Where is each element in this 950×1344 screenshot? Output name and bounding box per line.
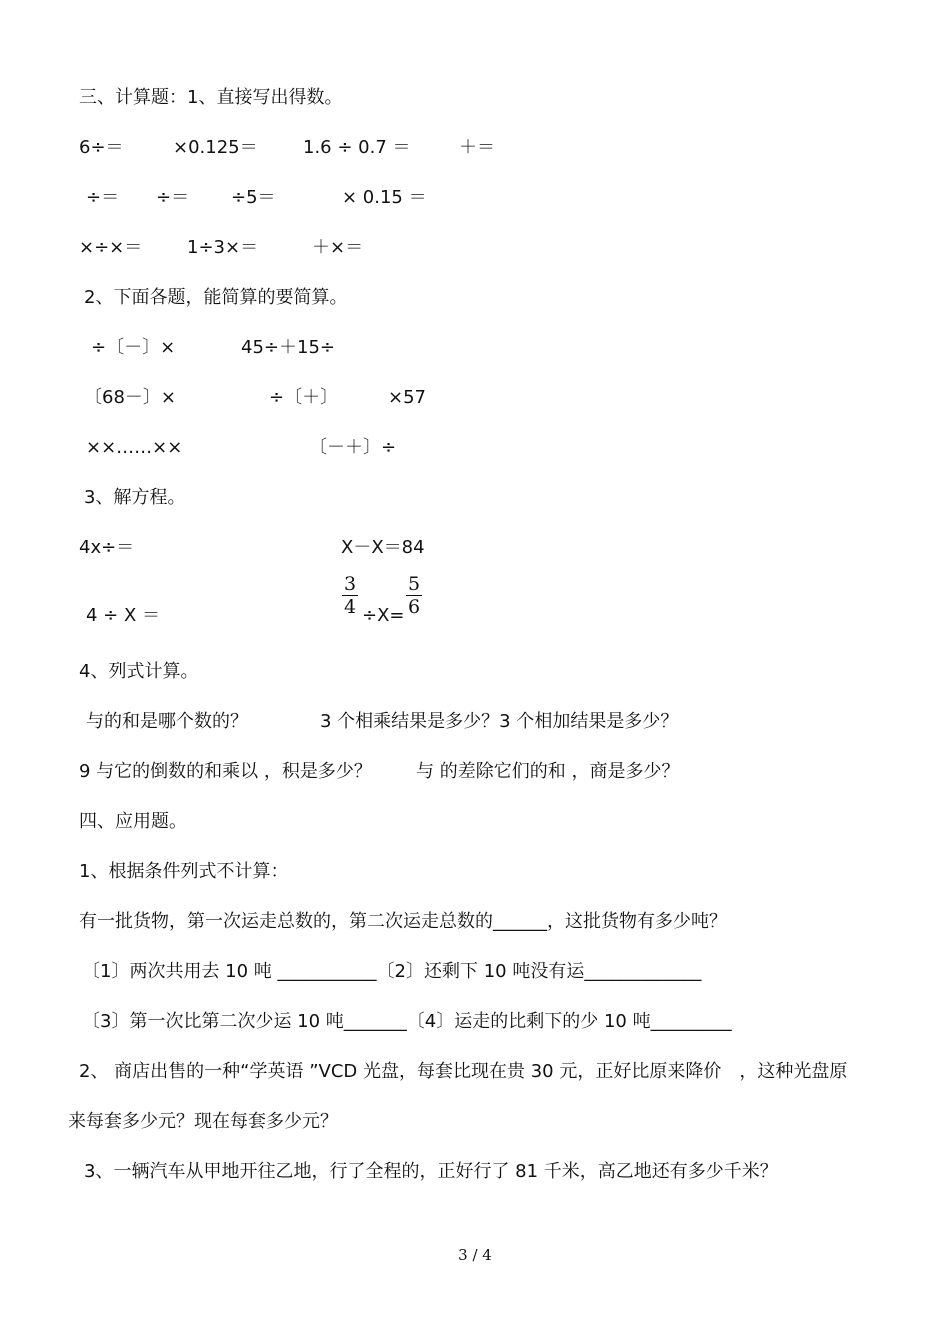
q4-title: 4、列式计算。 [79,661,199,682]
calc-r2-c4: × 0.15 ＝ [342,187,427,208]
q3-r2-operator: ÷X= [362,605,405,626]
calc-r1-c4: ＋＝ [459,137,495,158]
fraction-three-fourths [342,573,358,618]
q4-r1-c1: 与的和是哪个数的？ [86,711,248,732]
q2-title: 2、下面各题，能简算的要简算。 [84,287,348,308]
calc-r1-c1: 6÷＝ [79,137,124,158]
q4-r2-c2: 与 的差除它们的和 ，商是多少？ [416,761,680,782]
q2-r2-c2: ÷〔＋〕 [269,387,339,408]
calc-r3-c2: 1÷3×＝ [187,237,259,258]
q2-r1-c1: ÷〔－〕× [91,337,176,358]
app-q1-text: 有一批货物，第一次运走总数的，第二次运走总数的______，这批货物有多少吨？ [79,911,727,932]
calc-r1-c3: 1.6 ÷ 0.7 ＝ [303,137,411,158]
app-q1-line1: 〔1〕两次共用去 10 吨 ___________〔2〕还剩下 10 吨没有运_____________ [82,961,702,982]
fraction-numerator: 3 [344,573,357,595]
q2-r3-c2: 〔－＋〕÷ [309,437,397,458]
fraction-denominator: 6 [408,596,421,618]
section3-title: 三、计算题：1、直接写出得数。 [79,87,343,108]
app-q1-title: 1、根据条件列式不计算： [79,861,289,882]
calc-r1-c2: ×0.125＝ [173,137,258,158]
app-q3-line: 3、一辆汽车从甲地开往乙地，行了全程的，正好行了 81 千米，高乙地还有多少千米？ [84,1161,778,1182]
calc-r2-c1: ÷＝ [86,187,120,208]
fraction-numerator: 5 [408,573,421,595]
fraction-five-sixths [406,573,422,618]
q4-r1-c2: 3 个相乘结果是多少？3 个相加结果是多少？ [320,711,679,732]
calc-r3-c3: ＋×＝ [312,237,364,258]
calc-r2-c3: ÷5＝ [231,187,276,208]
page-number: 3 / 4 [458,1246,492,1264]
q4-r2-c1: 9 与它的倒数的和乘以 ，积是多少？ [79,761,372,782]
section4-title: 四、应用题。 [79,811,187,832]
q3-r1-c1: 4x÷＝ [79,537,135,558]
calc-r2-c2: ÷＝ [156,187,190,208]
q2-r3-c1: ××……×× [86,437,183,458]
q3-r1-c2: X－X＝84 [341,537,425,558]
app-q2-line1: 2、 商店出售的一种“学英语 ”VCD 光盘，每套比现在贵 30 元，正好比原来降价 ，这种光盘原 [79,1061,848,1082]
q2-r2-c1: 〔68－〕× [84,387,176,408]
q2-r2-c3: ×57 [388,387,426,408]
fraction-denominator: 4 [344,596,357,618]
q3-title: 3、解方程。 [84,487,186,508]
app-q1-line2: 〔3〕第一次比第二次少运 10 吨_______〔4〕运走的比剩下的少 10 吨_________ [82,1011,732,1032]
calc-r3-c1: ×÷×＝ [79,237,143,258]
q2-r1-c2: 45÷＋15÷ [241,337,335,358]
q3-r2-c1: 4 ÷ X ＝ [86,605,161,626]
app-q2-line2: 来每套多少元？现在每套多少元？ [68,1111,338,1132]
